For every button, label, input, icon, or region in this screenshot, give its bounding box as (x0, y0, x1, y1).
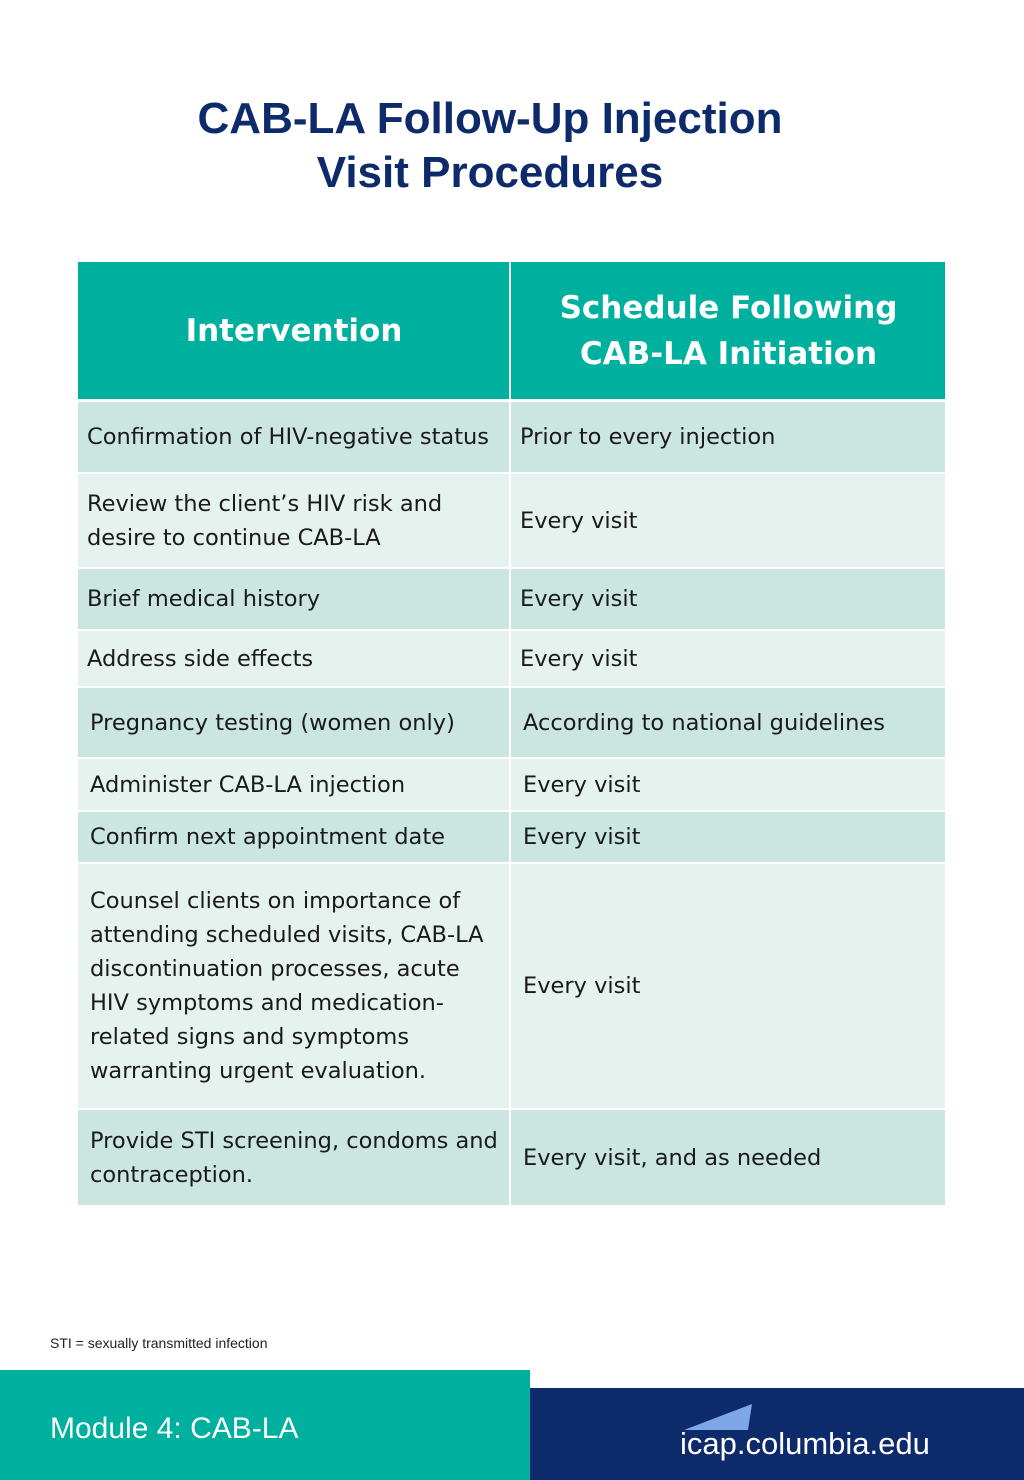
schedule-cell: Every visit (523, 771, 641, 798)
intervention-cell: Address side effects (78, 631, 511, 686)
schedule-cell: Every visit (520, 586, 638, 612)
schedule-cell: Every visit (523, 973, 641, 999)
table-row (78, 688, 945, 759)
schedule-cell: Every visit (523, 824, 641, 850)
header-schedule-line-2: CAB-LA Initiation (579, 335, 878, 372)
intervention-cell: Review the client’s HIV risk and desire to continue CAB-LA (78, 474, 511, 567)
logo-domain-text: .columbia.edu (736, 1426, 930, 1461)
table-row (78, 812, 945, 864)
intervention-cell: Brief medical history (78, 569, 511, 629)
intervention-cell: Administer CAB-LA injection (78, 759, 511, 810)
procedures-table (78, 262, 945, 1207)
icap-logo[interactable] (680, 1404, 980, 1464)
table-header-row (78, 262, 945, 402)
intervention-cell: Confirm next appointment date (78, 812, 511, 862)
table-row (78, 1110, 945, 1207)
page-title-line-1: CAB-LA Follow-Up Injection (197, 94, 783, 143)
header-schedule-line-1: Schedule Following (559, 289, 898, 326)
intervention-cell: Pregnancy testing (women only) (78, 688, 511, 757)
intervention-cell: Confirmation of HIV-negative status (78, 402, 511, 472)
header-schedule (511, 262, 945, 399)
schedule-cell: Every visit (520, 507, 638, 534)
table-row (78, 631, 945, 688)
intervention-cell: Counsel clients on importance of attending scheduled visits, CAB-LA discontinuation processes, acute HIV symptoms and medication-related signs and symptoms warranting urgent evaluation. (78, 864, 511, 1108)
footnote: STI = sexually transmitted infection (50, 1335, 268, 1351)
page-title (0, 92, 980, 200)
table-row (78, 474, 945, 569)
footer-logo-banner (530, 1388, 1024, 1480)
intervention-cell: Provide STI screening, condoms and contraception. (78, 1110, 511, 1205)
schedule-cell: Prior to every injection (520, 424, 776, 450)
schedule-cell: Every visit (520, 645, 638, 672)
logo-icap-text: icap (680, 1426, 737, 1461)
footer-module-banner (0, 1370, 530, 1480)
page-title-line-2: Visit Procedures (316, 148, 664, 197)
table-row (78, 569, 945, 631)
header-intervention: Intervention (78, 262, 511, 399)
schedule-cell: According to national guidelines (523, 709, 885, 736)
schedule-cell: Every visit, and as needed (523, 1144, 822, 1171)
table-row (78, 759, 945, 812)
module-label: Module 4: CAB-LA (50, 1412, 299, 1445)
table-row (78, 864, 945, 1110)
table-row (78, 402, 945, 474)
